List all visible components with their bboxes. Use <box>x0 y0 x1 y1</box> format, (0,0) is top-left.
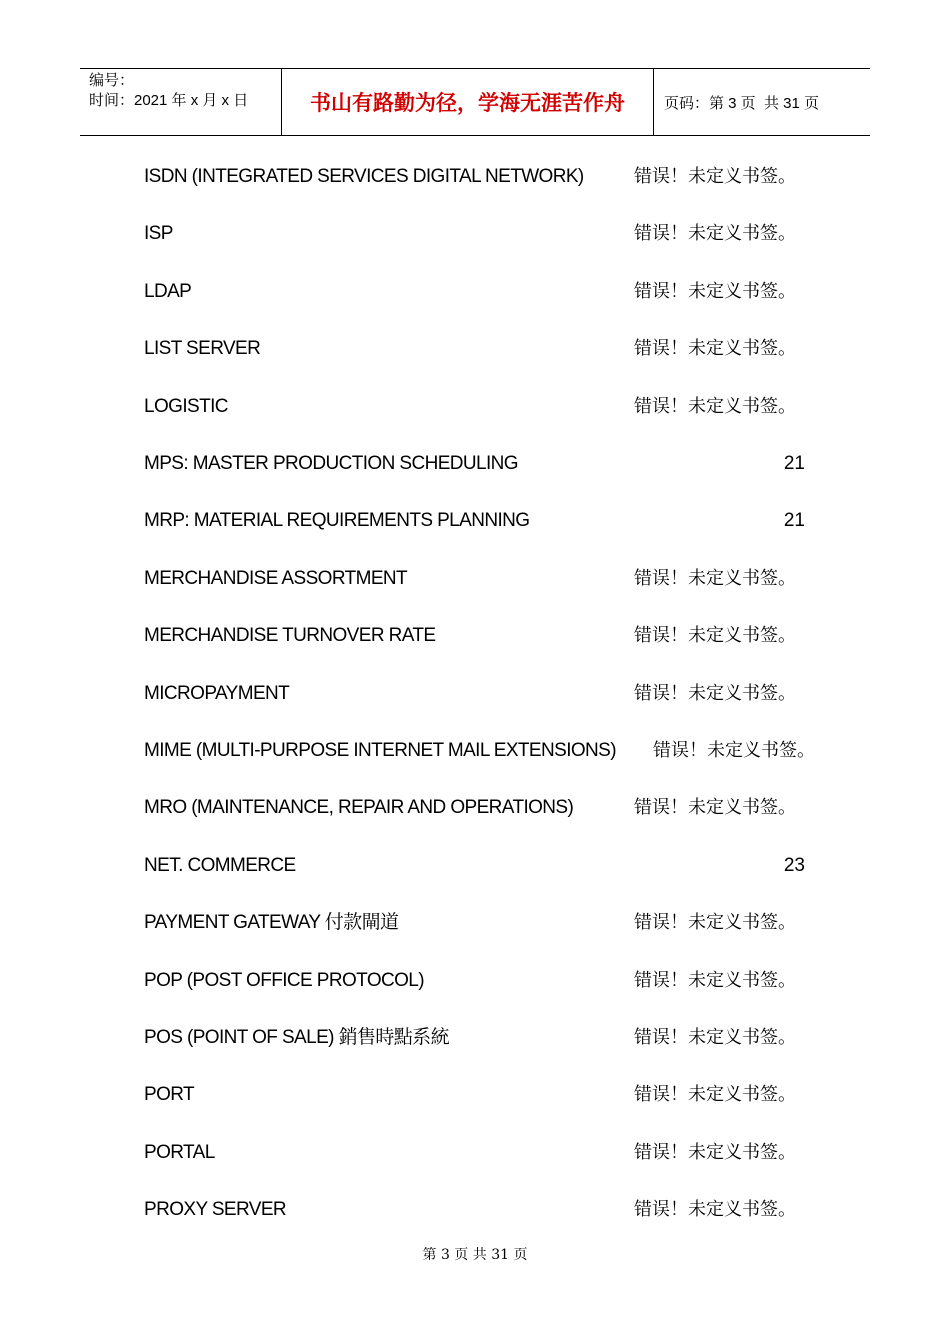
toc-term: POP (POST OFFICE PROTOCOL) <box>144 969 425 991</box>
toc-bookmark-error: 错误！未定义书签。 <box>634 567 796 589</box>
toc-term: LOGISTIC <box>144 395 228 417</box>
toc-entry[interactable] <box>144 449 824 479</box>
toc-term: MIME (MULTI-PURPOSE INTERNET MAIL EXTENSIONS) <box>144 740 616 761</box>
toc-entry[interactable] <box>144 1195 824 1225</box>
toc-entry[interactable] <box>144 793 824 823</box>
toc-term: MICROPAYMENT <box>144 682 290 704</box>
toc-bookmark-error: 错误！未定义书签。 <box>634 1027 796 1048</box>
toc-bookmark-error: 错误！未定义书签。 <box>634 280 796 302</box>
toc-entry[interactable] <box>144 219 824 249</box>
toc-entry[interactable] <box>144 621 824 651</box>
toc-bookmark-error: 错误！未定义书签。 <box>634 338 796 360</box>
toc-entry[interactable] <box>144 1138 824 1168</box>
header-motto: 书山有路勤为径，学海无涯苦作舟 <box>281 69 654 135</box>
toc-entry[interactable] <box>144 736 824 766</box>
toc-entry[interactable] <box>144 277 824 307</box>
toc-entry[interactable] <box>144 966 824 996</box>
toc-term: POS (POINT OF SALE) 銷售時點系統 <box>144 1027 449 1048</box>
toc-term: LIST SERVER <box>144 338 261 360</box>
toc-entry[interactable] <box>144 506 824 536</box>
toc-entry[interactable] <box>144 908 824 938</box>
toc-term: MERCHANDISE TURNOVER RATE <box>144 625 436 647</box>
toc-bookmark-error: 错误！未定义书签。 <box>634 1084 796 1106</box>
toc-bookmark-error: 错误！未定义书签。 <box>634 166 796 187</box>
toc-term: ISDN (INTEGRATED SERVICES DIGITAL NETWORK) <box>144 166 584 187</box>
toc-term: PORT <box>144 1084 195 1106</box>
toc-page-number: 21 <box>783 510 805 532</box>
toc-term: MERCHANDISE ASSORTMENT <box>144 567 408 589</box>
toc-term: PAYMENT GATEWAY 付款閘道 <box>144 912 399 934</box>
toc-term: MPS: MASTER PRODUCTION SCHEDULING <box>144 453 518 474</box>
toc-term: LDAP <box>144 280 192 302</box>
toc-entry[interactable] <box>144 679 824 709</box>
toc-entry[interactable] <box>144 1023 824 1053</box>
toc-bookmark-error: 错误！未定义书签。 <box>634 395 796 417</box>
toc-entry[interactable] <box>144 392 824 422</box>
document-number-label: 编号： <box>89 72 135 89</box>
page-footer: 第 3 页 共 31 页 <box>422 1247 528 1263</box>
document-date: 时间：2021 年 x 月 x 日 <box>89 92 249 109</box>
toc-entry[interactable] <box>144 564 824 594</box>
toc-bookmark-error: 错误！未定义书签。 <box>634 1199 796 1221</box>
toc-bookmark-error: 错误！未定义书签。 <box>634 682 796 704</box>
toc-entry[interactable] <box>144 334 824 364</box>
toc-term: PORTAL <box>144 1141 215 1163</box>
toc-entry[interactable] <box>144 1080 824 1110</box>
toc-term: MRO (MAINTENANCE, REPAIR AND OPERATIONS) <box>144 797 574 819</box>
header-page-info: 页码：第 3 页 共 31 页 <box>664 94 820 112</box>
toc-term: ISP <box>144 223 173 245</box>
toc-bookmark-error: 错误！未定义书签。 <box>653 740 815 761</box>
toc-bookmark-error: 错误！未定义书签。 <box>634 223 796 245</box>
toc-bookmark-error: 错误！未定义书签。 <box>634 797 796 819</box>
toc-bookmark-error: 错误！未定义书签。 <box>634 1141 796 1163</box>
toc-entry[interactable] <box>144 162 824 192</box>
toc-term: PROXY SERVER <box>144 1199 287 1221</box>
toc-page-number: 21 <box>783 453 805 474</box>
toc-bookmark-error: 错误！未定义书签。 <box>634 625 796 647</box>
toc-bookmark-error: 错误！未定义书签。 <box>634 969 796 991</box>
toc-bookmark-error: 错误！未定义书签。 <box>634 912 796 934</box>
toc-term: NET. COMMERCE <box>144 854 296 876</box>
toc-term: MRP: MATERIAL REQUIREMENTS PLANNING <box>144 510 530 532</box>
toc-page-number: 23 <box>783 854 805 876</box>
toc-entry[interactable] <box>144 851 824 881</box>
